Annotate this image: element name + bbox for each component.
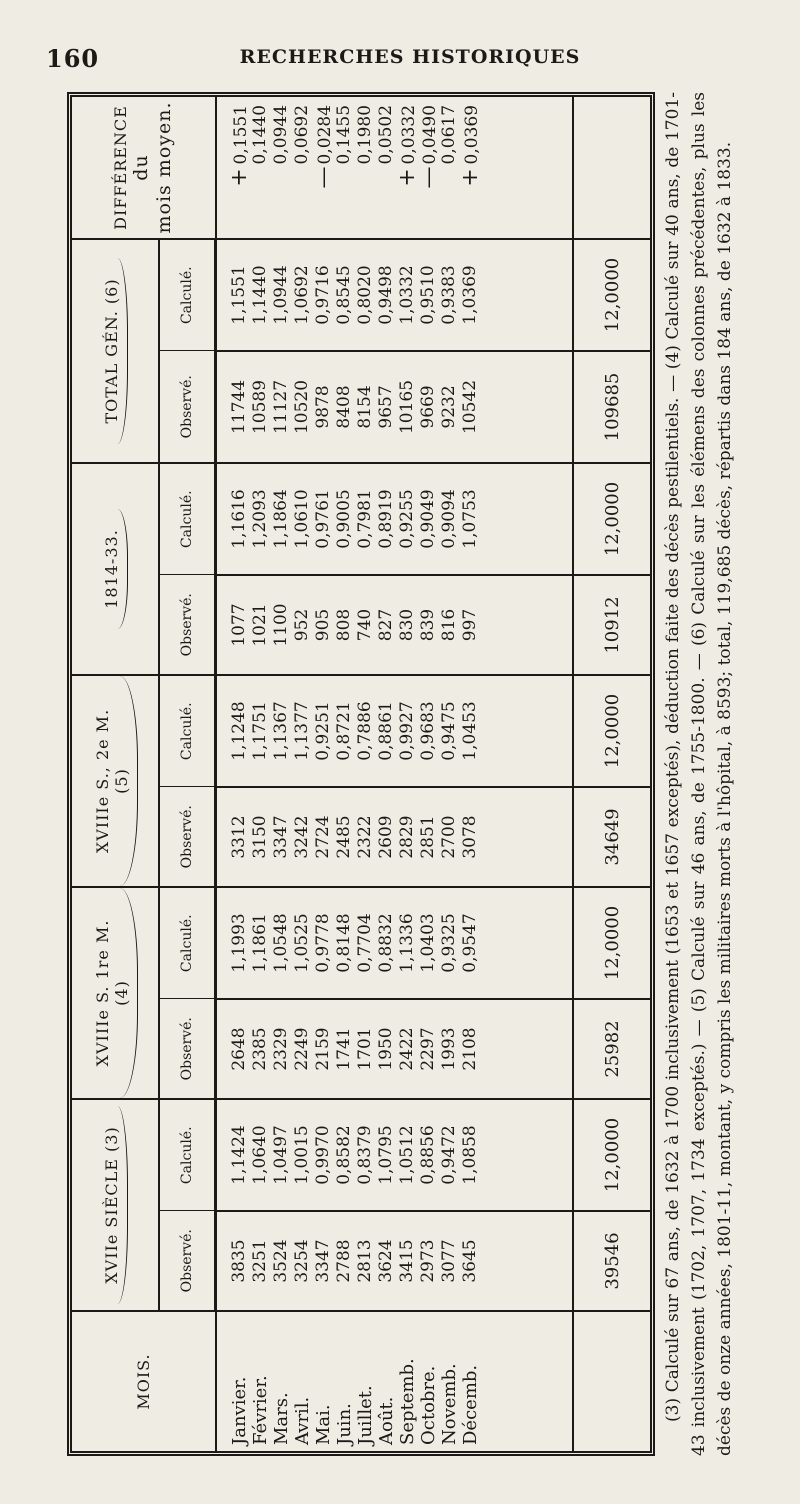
table-cell: 3347 (271, 815, 291, 859)
table-cell: 2609 (376, 815, 396, 859)
sub-header-calculated: Calculé. (159, 887, 216, 999)
table-cell: 1950 (376, 1027, 396, 1071)
table-cell: 3347 (313, 1239, 333, 1283)
table-cell: 10520 (292, 379, 312, 435)
table-cell: 11744 (229, 379, 249, 435)
difference-value: 0,1455 (333, 104, 354, 165)
difference-cell (415, 97, 441, 238)
group-header-18th-first-half: XVIIIe S. 1re M. (4) (72, 887, 159, 1099)
total-c2-calculated: 12,0000 (573, 887, 650, 999)
table-cell: 1,0403 (418, 913, 438, 973)
sub-header-calculated: Calculé. (159, 463, 216, 575)
table-cell: 0,8379 (355, 1125, 375, 1185)
c3-calculated-column (216, 675, 574, 787)
table-cell: 1,0753 (460, 489, 480, 549)
table-cell: 1021 (250, 603, 270, 647)
table-cell: 1,0692 (292, 265, 312, 325)
table-cell: 808 (334, 608, 354, 642)
table-cell: 3077 (439, 1239, 459, 1283)
table-cell: 0,9716 (313, 265, 333, 325)
total-c5-observed: 109685 (573, 351, 650, 463)
table-cell: 1,0548 (271, 913, 291, 973)
sub-header-observed: Observé. (159, 787, 216, 887)
group-header-18th-second-half: XVIIIe S., 2e M. (5) (72, 675, 159, 887)
difference-value: 0,0284 (314, 104, 335, 165)
c2-calculated-column (216, 887, 574, 999)
c3-observed-column (216, 787, 574, 887)
table-cell: 0,9475 (439, 701, 459, 761)
table-cell: 2385 (250, 1027, 270, 1071)
sign-mark: + (226, 168, 252, 187)
difference-cell (310, 97, 336, 238)
page-title: RECHERCHES HISTORIQUES (239, 46, 581, 68)
table-cell: 8408 (334, 385, 354, 429)
difference-value: 0,0617 (438, 104, 459, 165)
sub-header-observed: Observé. (159, 575, 216, 675)
table-cell: Mai. (312, 1404, 334, 1445)
difference-cell (334, 97, 355, 238)
table-cell: 0,9498 (376, 265, 396, 325)
difference-value: 0,0332 (398, 104, 419, 165)
difference-cell (226, 97, 252, 238)
page-header (40, 40, 760, 80)
table-cell: 0,8020 (355, 265, 375, 325)
footnote-paragraph: (3) Calculé sur 67 ans, de 1632 à 1700 inclusivement (1653 et 1657 exceptés), déduction faite des décès pestilentiels. — (4) Calculé sur 40 ans, de 1701-43 inclusivement (1702, 1707, 1734 exceptés.) — (5) Calculé sur 46 ans, de 1755-1800. — (6) Calculé sur les élémens des colonnes précédentes, plus les décès de onze années, 1801-11, montant, y compris les militaires morts à l'hôpital, à 8593; total, 119,685 décès, répartis dans 184 ans, de 1632 à 1833. (663, 92, 735, 1456)
table-cell: 1701 (355, 1027, 375, 1071)
sign-mark: + (394, 168, 420, 187)
table-cell: 3524 (271, 1239, 291, 1283)
table-cell: 1,0795 (376, 1125, 396, 1185)
difference-value: 0,0944 (270, 104, 291, 165)
table-cell: 0,9005 (334, 489, 354, 549)
table-cell: 2249 (292, 1027, 312, 1071)
table-cell: 0,8856 (418, 1125, 438, 1185)
difference-cell (439, 97, 460, 238)
table-cell: Décemb. (459, 1364, 481, 1445)
table-cell: 1077 (229, 603, 249, 647)
table-cell: 1,1551 (229, 265, 249, 325)
table-cell: 0,9927 (397, 701, 417, 761)
c1-observed-column (216, 1211, 574, 1311)
total-c1-calculated: 12,0000 (573, 1099, 650, 1211)
table-cell: 0,9970 (313, 1125, 333, 1185)
table-cell: 1,0640 (250, 1125, 270, 1185)
table-cell: 1,1616 (229, 489, 249, 549)
table-cell: 2700 (439, 815, 459, 859)
table-cell: 2422 (397, 1027, 417, 1071)
table-cell: 1,1424 (229, 1125, 249, 1185)
difference-column (216, 97, 574, 239)
table-cell: Septemb. (396, 1358, 418, 1445)
difference-value: 0,1551 (230, 104, 251, 165)
difference-cell (292, 97, 313, 238)
table-cell: 3415 (397, 1239, 417, 1283)
total-c4-calculated: 12,0000 (573, 463, 650, 575)
table-cell: 3254 (292, 1239, 312, 1283)
mortality-table (67, 92, 655, 1456)
group-header-1814-33: 1814-33. (72, 463, 159, 675)
table-cell: 1,0453 (460, 701, 480, 761)
table-cell: 2788 (334, 1239, 354, 1283)
table-cell: 3150 (250, 815, 270, 859)
table-cell: 10542 (460, 379, 480, 435)
sign-mark: + (457, 168, 483, 187)
table-cell: 3624 (376, 1239, 396, 1283)
total-c5-calculated: 12,0000 (573, 239, 650, 351)
total-c3-calculated: 12,0000 (573, 675, 650, 787)
sub-header-observed: Observé. (159, 999, 216, 1099)
table-cell: 0,9325 (439, 913, 459, 973)
difference-cell (394, 97, 420, 238)
table-cell: 2159 (313, 1027, 333, 1071)
table-cell: 2329 (271, 1027, 291, 1071)
table-cell: Novemb. (438, 1363, 460, 1445)
group-header-17th-century: XVIIe SIÈCLE (3) (72, 1099, 159, 1311)
group-header-total: TOTAL GÉN. (6) (72, 239, 159, 463)
table-cell: 0,9094 (439, 489, 459, 549)
table-cell: 1100 (271, 603, 291, 647)
table-cell: 2851 (418, 815, 438, 859)
table-cell: 0,7886 (355, 701, 375, 761)
table-cell: 2813 (355, 1239, 375, 1283)
table-cell: Juin. (333, 1403, 355, 1445)
table-cell: 3078 (460, 815, 480, 859)
sub-header-observed: Observé. (159, 1211, 216, 1311)
table-cell: 0,8832 (376, 913, 396, 973)
table-cell: 830 (397, 608, 417, 642)
difference-value: 0,0502 (375, 104, 396, 165)
table-cell: 952 (292, 608, 312, 642)
table-cell: 1,1864 (271, 489, 291, 549)
table-cell: 1,1861 (250, 913, 270, 973)
table-cell: 2485 (334, 815, 354, 859)
table-cell: 1993 (439, 1027, 459, 1071)
months-header: MOIS. (72, 1311, 216, 1451)
table-cell: 2322 (355, 815, 375, 859)
total-c4-observed: 10912 (573, 575, 650, 675)
table-cell: 0,9383 (439, 265, 459, 325)
total-difference-cell (573, 97, 650, 239)
table-cell: 1,0858 (460, 1125, 480, 1185)
table-cell: 0,9251 (313, 701, 333, 761)
table-cell: 997 (460, 608, 480, 642)
difference-value: 0,1440 (249, 104, 270, 165)
difference-cell (271, 97, 292, 238)
difference-cell (355, 97, 376, 238)
table-cell: 0,8919 (376, 489, 396, 549)
sub-header-calculated: Calculé. (159, 1099, 216, 1211)
c2-observed-column (216, 999, 574, 1099)
table-cell: 1,0369 (460, 265, 480, 325)
table-cell: 1,0944 (271, 265, 291, 325)
table-cell: 1,1751 (250, 701, 270, 761)
table-cell: 2108 (460, 1027, 480, 1071)
table-cell: Avril. (291, 1396, 313, 1445)
footnotes (660, 92, 770, 1456)
table-cell: 1,1377 (292, 701, 312, 761)
table-cell: 0,9255 (397, 489, 417, 549)
table-cell: Mars. (270, 1392, 292, 1445)
table-cell: 1,1993 (229, 913, 249, 973)
table-cell: Juillet. (354, 1385, 376, 1445)
table-cell: 0,8721 (334, 701, 354, 761)
table-cell: 9232 (439, 385, 459, 429)
difference-value: 0,0369 (461, 104, 482, 165)
table-cell: 839 (418, 608, 438, 642)
table-cell: 10589 (250, 379, 270, 435)
difference-cell (250, 97, 271, 238)
table-cell: 0,9510 (418, 265, 438, 325)
total-label-cell (573, 1311, 650, 1451)
table-cell: 9669 (418, 385, 438, 429)
table-cell: 3251 (250, 1239, 270, 1283)
page-number: 160 (46, 44, 100, 73)
table-cell: 1,1336 (397, 913, 417, 973)
table-cell: 3312 (229, 815, 249, 859)
table-cell: 0,9683 (418, 701, 438, 761)
table-cell: 1,1248 (229, 701, 249, 761)
table-cell: 0,7981 (355, 489, 375, 549)
difference-value: 0,0490 (419, 104, 440, 165)
table-cell: 11127 (271, 379, 291, 435)
c4-observed-column (216, 575, 574, 675)
table-cell: 3242 (292, 815, 312, 859)
table-cell: 0,8545 (334, 265, 354, 325)
table-cell: Janvier. (228, 1376, 250, 1445)
table-cell: Octobre. (417, 1365, 439, 1445)
table-cell: 0,9472 (439, 1125, 459, 1185)
table-cell: 1,0512 (397, 1125, 417, 1185)
table-cell: 2973 (418, 1239, 438, 1283)
total-c2-observed: 25982 (573, 999, 650, 1099)
table-cell: 1,0610 (292, 489, 312, 549)
table-cell: 740 (355, 608, 375, 642)
table-cell: 905 (313, 608, 333, 642)
table-cell: 0,8148 (334, 913, 354, 973)
c1-calculated-column (216, 1099, 574, 1211)
table-cell: 3835 (229, 1239, 249, 1283)
difference-header: DIFFÉRENCE du mois moyen. (72, 97, 216, 239)
sub-header-observed: Observé. (159, 351, 216, 463)
table-cell: Août. (375, 1396, 397, 1445)
table-cell: Février. (249, 1375, 271, 1445)
table-cell: 816 (439, 608, 459, 642)
difference-cell (376, 97, 397, 238)
table-cell: 10165 (397, 379, 417, 435)
difference-cell (457, 97, 483, 238)
table-cell: 1,0525 (292, 913, 312, 973)
table-cell: 1,0015 (292, 1125, 312, 1185)
table-cell: 2297 (418, 1027, 438, 1071)
table-cell: 1,2093 (250, 489, 270, 549)
table-cell: 2724 (313, 815, 333, 859)
table-cell: 9878 (313, 385, 333, 429)
table-cell: 8154 (355, 385, 375, 429)
total-c1-observed: 39546 (573, 1211, 650, 1311)
sign-mark: — (310, 166, 336, 189)
table-cell: 827 (376, 608, 396, 642)
total-c3-observed: 34649 (573, 787, 650, 887)
table-cell: 2648 (229, 1027, 249, 1071)
sub-header-calculated: Calculé. (159, 239, 216, 351)
difference-value: 0,1980 (354, 104, 375, 165)
sign-mark: — (415, 166, 441, 189)
table-cell: 0,8582 (334, 1125, 354, 1185)
c5-calculated-column (216, 239, 574, 351)
difference-value: 0,0692 (291, 104, 312, 165)
c4-calculated-column (216, 463, 574, 575)
table-cell: 0,9049 (418, 489, 438, 549)
table-cell: 1,0497 (271, 1125, 291, 1185)
table-cell: 1,1440 (250, 265, 270, 325)
table-cell: 0,9778 (313, 913, 333, 973)
table-cell: 0,8861 (376, 701, 396, 761)
table-cell: 0,9761 (313, 489, 333, 549)
table-cell: 1,1367 (271, 701, 291, 761)
table-cell: 1,0332 (397, 265, 417, 325)
table-cell: 1741 (334, 1027, 354, 1071)
sub-header-calculated: Calculé. (159, 675, 216, 787)
table-cell: 0,7704 (355, 913, 375, 973)
table-cell: 2829 (397, 815, 417, 859)
table-cell: 0,9547 (460, 913, 480, 973)
table-cell: 3645 (460, 1239, 480, 1283)
table-cell: 9657 (376, 385, 396, 429)
months-column (216, 1311, 574, 1451)
c5-observed-column (216, 351, 574, 463)
